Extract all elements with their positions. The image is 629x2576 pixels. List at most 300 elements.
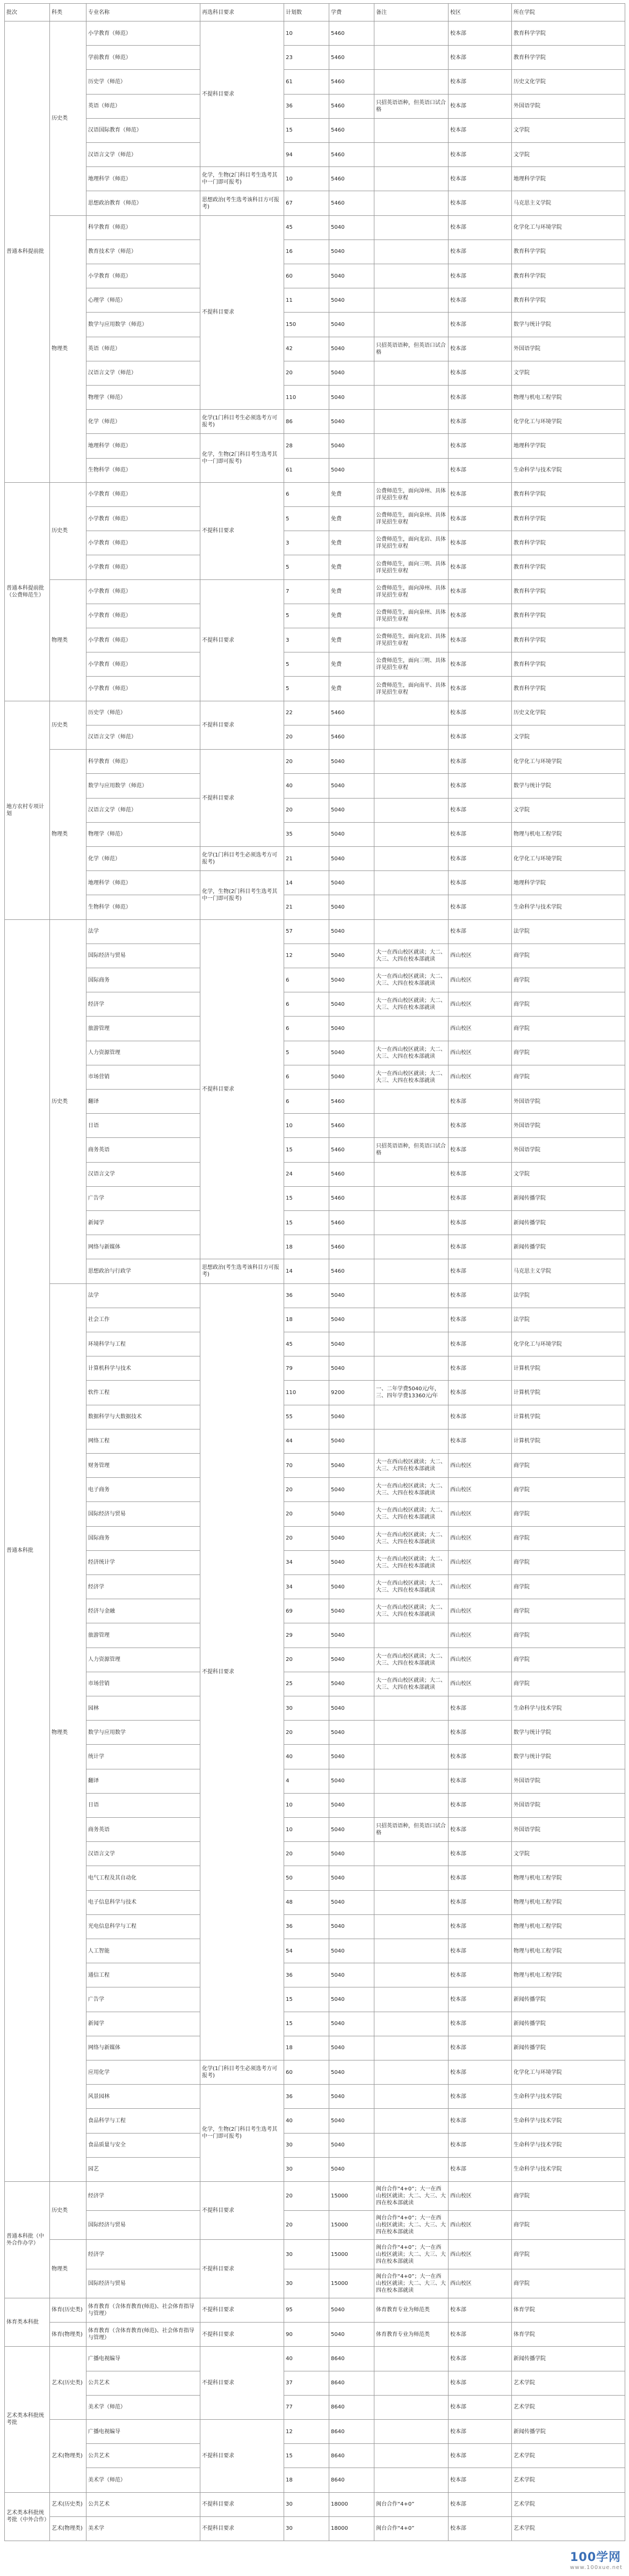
major-cell: 汉语言文学: [86, 1842, 200, 1866]
campus-cell: 校本部: [449, 70, 512, 94]
subject-cell: 历史类: [50, 701, 86, 749]
table-row: [5, 288, 625, 313]
subject-cell: 艺术(物理类): [50, 2516, 86, 2541]
batch-cell: 体育类本科批: [5, 2298, 50, 2346]
tuition-cell: 5040: [329, 1065, 374, 1089]
college-cell: 教育科学学院: [512, 555, 625, 579]
major-cell: 小学教育（师范）: [86, 482, 200, 506]
college-cell: 化学化工与环境学院: [512, 750, 625, 774]
requirement-cell: 思想政治(考生选考该科目方可报考): [200, 191, 284, 215]
tuition-cell: 5460: [329, 191, 374, 215]
requirement-cell: 不提科目要求: [200, 919, 284, 1259]
tuition-cell: 5040: [329, 313, 374, 337]
campus-cell: 校本部: [449, 1138, 512, 1162]
campus-cell: 校本部: [449, 871, 512, 895]
major-cell: 物理学（师范）: [86, 822, 200, 846]
table-row: [5, 2371, 625, 2395]
college-cell: 生命科学与技术学院: [512, 895, 625, 919]
tuition-cell: 5040: [329, 1721, 374, 1745]
major-cell: 生物科学（师范）: [86, 458, 200, 482]
requirement-cell: 不提科目要求: [200, 2182, 284, 2240]
campus-cell: 校本部: [449, 1939, 512, 1963]
campus-cell: 校本部: [449, 1308, 512, 1332]
remarks-cell: 大一在西山校区就读；大二、大三、大四在校本部就读: [374, 944, 449, 968]
major-cell: 园林: [86, 1696, 200, 1721]
major-cell: 科学教育（师范）: [86, 750, 200, 774]
table-row: [5, 1283, 625, 1308]
campus-cell: 西山校区: [449, 944, 512, 968]
campus-cell: 校本部: [449, 1890, 512, 1914]
table-row: [5, 2240, 625, 2269]
campus-cell: 校本部: [449, 652, 512, 677]
remarks-cell: [374, 118, 449, 142]
tuition-cell: 5040: [329, 1356, 374, 1381]
plan-count-cell: 5: [284, 604, 329, 628]
college-cell: 外国语学院: [512, 1793, 625, 1817]
tuition-cell: 5040: [329, 1405, 374, 1429]
remarks-cell: 大一在西山校区就读；大二、大三、大四在校本部就读: [374, 1599, 449, 1623]
tuition-cell: 8640: [329, 2468, 374, 2492]
header-college: 所在学院: [512, 4, 625, 21]
table-row: [5, 2492, 625, 2516]
college-cell: 文学院: [512, 725, 625, 749]
plan-count-cell: 5: [284, 677, 329, 701]
remarks-cell: [374, 871, 449, 895]
table-row: [5, 21, 625, 46]
major-cell: 思想政治与行政学: [86, 1259, 200, 1283]
college-cell: 生命科学与技术学院: [512, 2085, 625, 2109]
remarks-cell: 大一在西山校区就读；大二、大三、大四在校本部就读: [374, 1453, 449, 1477]
remarks-cell: [374, 1210, 449, 1235]
college-cell: 物理与机电工程学院: [512, 386, 625, 410]
remarks-cell: [374, 46, 449, 70]
table-row: [5, 871, 625, 895]
table-row: [5, 2269, 625, 2298]
remarks-cell: [374, 822, 449, 846]
table-row: [5, 264, 625, 288]
remarks-cell: [374, 1914, 449, 1939]
campus-cell: 校本部: [449, 846, 512, 870]
major-cell: 汉语言文学（师范）: [86, 798, 200, 822]
tuition-cell: 5040: [329, 288, 374, 313]
table-row: [5, 628, 625, 652]
campus-cell: 校本部: [449, 21, 512, 46]
college-cell: 商学院: [512, 968, 625, 992]
plan-count-cell: 6: [284, 1065, 329, 1089]
plan-count-cell: 48: [284, 1890, 329, 1914]
remarks-cell: [374, 288, 449, 313]
campus-cell: 校本部: [449, 264, 512, 288]
campus-cell: 西山校区: [449, 2269, 512, 2298]
tuition-cell: 5040: [329, 2298, 374, 2322]
college-cell: 体育学院: [512, 2323, 625, 2347]
major-cell: 小学教育（师范）: [86, 579, 200, 604]
plan-count-cell: 20: [284, 361, 329, 385]
major-cell: 经济与金融: [86, 1599, 200, 1623]
tuition-cell: 5040: [329, 1308, 374, 1332]
plan-count-cell: 110: [284, 386, 329, 410]
remarks-cell: [374, 264, 449, 288]
remarks-cell: [374, 2133, 449, 2157]
remarks-cell: [374, 1939, 449, 1963]
table-row: [5, 1526, 625, 1550]
plan-count-cell: 10: [284, 1818, 329, 1842]
table-row: [5, 531, 625, 555]
college-cell: 艺术学院: [512, 2444, 625, 2468]
campus-cell: 校本部: [449, 337, 512, 361]
plan-count-cell: 18: [284, 1308, 329, 1332]
plan-count-cell: 77: [284, 2395, 329, 2419]
table-row: [5, 2133, 625, 2157]
major-cell: 小学教育（师范）: [86, 677, 200, 701]
campus-cell: 校本部: [449, 1769, 512, 1793]
tuition-cell: 5040: [329, 361, 374, 385]
major-cell: 美术学: [86, 2516, 200, 2541]
tuition-cell: 5040: [329, 1769, 374, 1793]
campus-cell: 校本部: [449, 2157, 512, 2181]
plan-count-cell: 55: [284, 1405, 329, 1429]
tuition-cell: 免费: [329, 507, 374, 531]
major-cell: 国际经济与贸易: [86, 2211, 200, 2240]
tuition-cell: 5040: [329, 1283, 374, 1308]
college-cell: 教育科学学院: [512, 652, 625, 677]
table-row: [5, 410, 625, 434]
college-cell: 化学化工与环境学院: [512, 2060, 625, 2085]
campus-cell: 校本部: [449, 143, 512, 167]
tuition-cell: 5460: [329, 725, 374, 749]
campus-cell: 西山校区: [449, 992, 512, 1017]
table-row: [5, 313, 625, 337]
plan-count-cell: 30: [284, 2516, 329, 2541]
requirement-cell: 思想政治(考生选考该科目方可报考): [200, 1259, 284, 1283]
campus-cell: 西山校区: [449, 1575, 512, 1599]
remarks-cell: 闽台合作“4+0”；大一在西山校区就读；大二、大三、大四在校本部就读: [374, 2211, 449, 2240]
remarks-cell: [374, 361, 449, 385]
plan-count-cell: 5: [284, 507, 329, 531]
remarks-cell: [374, 1987, 449, 2012]
college-cell: 教育科学学院: [512, 288, 625, 313]
remarks-cell: 公费师范生，面向泉州、具体详见招生章程: [374, 604, 449, 628]
plan-count-cell: 90: [284, 2323, 329, 2347]
plan-count-cell: 45: [284, 1332, 329, 1356]
major-cell: 网络与新媒体: [86, 2036, 200, 2060]
college-cell: 教育科学学院: [512, 628, 625, 652]
table-row: [5, 2012, 625, 2036]
requirement-cell: 不提科目要求: [200, 2298, 284, 2322]
plan-count-cell: 14: [284, 871, 329, 895]
subject-cell: 体育(物理类): [50, 2323, 86, 2347]
remarks-cell: 公费师范生，面向龙岩、具体详见招生章程: [374, 628, 449, 652]
plan-count-cell: 15: [284, 1210, 329, 1235]
major-cell: 应用化学: [86, 2060, 200, 2085]
campus-cell: 校本部: [449, 215, 512, 240]
plan-count-cell: 24: [284, 1162, 329, 1186]
plan-count-cell: 15: [284, 118, 329, 142]
college-cell: 教育科学学院: [512, 677, 625, 701]
major-cell: 国际商务: [86, 968, 200, 992]
college-cell: 体育学院: [512, 2298, 625, 2322]
tuition-cell: 5040: [329, 750, 374, 774]
major-cell: 财务管理: [86, 1453, 200, 1477]
tuition-cell: 5460: [329, 143, 374, 167]
table-row: [5, 507, 625, 531]
tuition-cell: 5040: [329, 1745, 374, 1769]
major-cell: 风景园林: [86, 2085, 200, 2109]
major-cell: 历史学（师范）: [86, 701, 200, 725]
tuition-cell: 5040: [329, 1453, 374, 1477]
requirement-cell: 不提科目要求: [200, 2323, 284, 2347]
major-cell: 地理科学（师范）: [86, 167, 200, 191]
plan-count-cell: 6: [284, 482, 329, 506]
campus-cell: 西山校区: [449, 968, 512, 992]
tuition-cell: 5040: [329, 1793, 374, 1817]
major-cell: 广播电视编导: [86, 2419, 200, 2443]
remarks-cell: 体育教育专业为师范类: [374, 2298, 449, 2322]
campus-cell: 校本部: [449, 1235, 512, 1259]
major-cell: 汉语国际教育（师范）: [86, 118, 200, 142]
table-row: [5, 337, 625, 361]
table-row: [5, 167, 625, 191]
tuition-cell: 15000: [329, 2211, 374, 2240]
plan-count-cell: 20: [284, 1721, 329, 1745]
campus-cell: 校本部: [449, 458, 512, 482]
table-row: [5, 143, 625, 167]
major-cell: 小学教育（师范）: [86, 604, 200, 628]
remarks-cell: 闽台合作“4+0”；大一在西山校区就读；大二、大三、大四在校本部就读: [374, 2269, 449, 2298]
table-row: [5, 579, 625, 604]
plan-count-cell: 20: [284, 2211, 329, 2240]
major-cell: 商务英语: [86, 1818, 200, 1842]
table-row: [5, 118, 625, 142]
major-cell: 地理科学（师范）: [86, 871, 200, 895]
major-cell: 食品科学与工程: [86, 2109, 200, 2133]
college-cell: 文学院: [512, 798, 625, 822]
table-row: [5, 822, 625, 846]
campus-cell: 校本部: [449, 1405, 512, 1429]
tuition-cell: 5040: [329, 1575, 374, 1599]
college-cell: 商学院: [512, 1502, 625, 1526]
tuition-cell: 5040: [329, 2036, 374, 2060]
plan-count-cell: 95: [284, 2298, 329, 2322]
major-cell: 小学教育（师范）: [86, 628, 200, 652]
remarks-cell: [374, 919, 449, 944]
campus-cell: 西山校区: [449, 1041, 512, 1065]
plan-count-cell: 34: [284, 1575, 329, 1599]
plan-count-cell: 21: [284, 846, 329, 870]
remarks-cell: [374, 191, 449, 215]
table-row: [5, 1332, 625, 1356]
campus-cell: 校本部: [449, 2109, 512, 2133]
major-cell: 广播电视编导: [86, 2347, 200, 2371]
plan-count-cell: 5: [284, 652, 329, 677]
plan-count-cell: 6: [284, 1089, 329, 1113]
plan-count-cell: 40: [284, 2347, 329, 2371]
remarks-cell: 公费师范生，面向泉州、具体详见招生章程: [374, 507, 449, 531]
table-row: [5, 361, 625, 385]
tuition-cell: 5040: [329, 1866, 374, 1890]
table-row: [5, 1089, 625, 1113]
remarks-cell: 大一在西山校区就读；大二、大三、大四在校本部就读: [374, 1041, 449, 1065]
table-row: [5, 1745, 625, 1769]
remarks-cell: [374, 1405, 449, 1429]
tuition-cell: 5040: [329, 919, 374, 944]
remarks-cell: 公费师范生，面向漳州、具体详见招生章程: [374, 482, 449, 506]
college-cell: 文学院: [512, 118, 625, 142]
plan-count-cell: 12: [284, 2419, 329, 2443]
remarks-cell: [374, 701, 449, 725]
tuition-cell: 5460: [329, 21, 374, 46]
college-cell: 化学化工与环境学院: [512, 846, 625, 870]
campus-cell: 西山校区: [449, 1550, 512, 1574]
tuition-cell: 5040: [329, 1332, 374, 1356]
tuition-cell: 5040: [329, 1939, 374, 1963]
college-cell: 化学化工与环境学院: [512, 215, 625, 240]
table-row: [5, 1478, 625, 1502]
plan-count-cell: 35: [284, 822, 329, 846]
batch-cell: 普通本科提前批（公费师范生）: [5, 482, 50, 701]
tuition-cell: 5040: [329, 1526, 374, 1550]
campus-cell: 西山校区: [449, 1065, 512, 1089]
table-row: [5, 386, 625, 410]
plan-count-cell: 14: [284, 1259, 329, 1283]
requirement-cell: 不提科目要求: [200, 2492, 284, 2516]
major-cell: 软件工程: [86, 1381, 200, 1405]
college-cell: 商学院: [512, 1453, 625, 1477]
tuition-cell: 5040: [329, 410, 374, 434]
major-cell: 电子商务: [86, 1478, 200, 1502]
plan-count-cell: 79: [284, 1356, 329, 1381]
college-cell: 法学院: [512, 919, 625, 944]
table-row: [5, 70, 625, 94]
college-cell: 地理科学学院: [512, 434, 625, 458]
campus-cell: 校本部: [449, 2516, 512, 2541]
tuition-cell: 8640: [329, 2347, 374, 2371]
requirement-cell: 化学，生物(2门科目考生选考其中一门即可报考): [200, 2085, 284, 2182]
major-cell: 体育教育（含体育教育(师范)、社会体育指导与管理）: [86, 2323, 200, 2347]
major-cell: 学前教育（师范）: [86, 46, 200, 70]
tuition-cell: 5040: [329, 1696, 374, 1721]
plan-count-cell: 4: [284, 1769, 329, 1793]
subject-cell: 物理类: [50, 215, 86, 482]
college-cell: 计算机学院: [512, 1381, 625, 1405]
remarks-cell: 只招英语语种，但英语口试合格: [374, 94, 449, 118]
table-row: [5, 944, 625, 968]
requirement-cell: 化学(1门科目考生必须选考方可报考): [200, 846, 284, 870]
campus-cell: 西山校区: [449, 1453, 512, 1477]
tuition-cell: 8640: [329, 2444, 374, 2468]
table-row: [5, 774, 625, 798]
tuition-cell: 5040: [329, 1890, 374, 1914]
college-cell: 商学院: [512, 1575, 625, 1599]
campus-cell: 校本部: [449, 555, 512, 579]
campus-cell: 西山校区: [449, 2211, 512, 2240]
college-cell: 计算机学院: [512, 1429, 625, 1453]
campus-cell: 校本部: [449, 46, 512, 70]
major-cell: 国际经济与贸易: [86, 2269, 200, 2298]
tuition-cell: 5040: [329, 2323, 374, 2347]
tuition-cell: 5460: [329, 1114, 374, 1138]
plan-count-cell: 30: [284, 2492, 329, 2516]
table-row: [5, 1114, 625, 1138]
header-tuition: 学费: [329, 4, 374, 21]
tuition-cell: 5040: [329, 2157, 374, 2181]
requirement-cell: 不提科目要求: [200, 701, 284, 749]
table-row: [5, 2516, 625, 2541]
tuition-cell: 5460: [329, 118, 374, 142]
tuition-cell: 免费: [329, 579, 374, 604]
remarks-cell: [374, 1017, 449, 1041]
remarks-cell: [374, 1089, 449, 1113]
major-cell: 电气工程及其自动化: [86, 1866, 200, 1890]
campus-cell: 校本部: [449, 919, 512, 944]
remarks-cell: [374, 434, 449, 458]
major-cell: 经济学: [86, 2240, 200, 2269]
plan-count-cell: 54: [284, 1939, 329, 1963]
major-cell: 翻译: [86, 1089, 200, 1113]
table-row: [5, 1939, 625, 1963]
tuition-cell: 5460: [329, 1259, 374, 1283]
college-cell: 外国语学院: [512, 94, 625, 118]
college-cell: 计算机学院: [512, 1356, 625, 1381]
campus-cell: 校本部: [449, 1696, 512, 1721]
campus-cell: 校本部: [449, 118, 512, 142]
campus-cell: 校本部: [449, 2133, 512, 2157]
plan-count-cell: 70: [284, 1453, 329, 1477]
plan-count-cell: 15: [284, 2012, 329, 2036]
requirement-cell: 不提科目要求: [200, 2240, 284, 2298]
plan-count-cell: 20: [284, 2182, 329, 2211]
remarks-cell: [374, 1890, 449, 1914]
college-cell: 文学院: [512, 1842, 625, 1866]
plan-count-cell: 57: [284, 919, 329, 944]
plan-count-cell: 37: [284, 2371, 329, 2395]
campus-cell: 校本部: [449, 386, 512, 410]
table-row: [5, 555, 625, 579]
campus-cell: 校本部: [449, 1283, 512, 1308]
plan-count-cell: 20: [284, 1526, 329, 1550]
campus-cell: 校本部: [449, 2085, 512, 2109]
table-row: [5, 1818, 625, 1842]
major-cell: 市场营销: [86, 1065, 200, 1089]
remarks-cell: [374, 2036, 449, 2060]
table-row: [5, 1987, 625, 2012]
campus-cell: 校本部: [449, 1186, 512, 1210]
plan-count-cell: 29: [284, 1623, 329, 1648]
tuition-cell: 5040: [329, 846, 374, 870]
requirement-cell: 不提科目要求: [200, 2347, 284, 2420]
major-cell: 通信工程: [86, 1963, 200, 1987]
requirement-cell: 不提科目要求: [200, 2516, 284, 2541]
subject-cell: 物理类: [50, 579, 86, 701]
table-row: [5, 1356, 625, 1381]
plan-count-cell: 94: [284, 143, 329, 167]
table-body: [5, 21, 625, 2541]
plan-count-cell: 42: [284, 337, 329, 361]
major-cell: 小学教育（师范）: [86, 264, 200, 288]
college-cell: 商学院: [512, 1550, 625, 1574]
table-row: [5, 215, 625, 240]
batch-cell: 艺术类本科批统考批: [5, 2347, 50, 2492]
campus-cell: 校本部: [449, 2298, 512, 2322]
table-row: [5, 2211, 625, 2240]
table-row: [5, 94, 625, 118]
college-cell: 地理科学学院: [512, 167, 625, 191]
major-cell: 数学与应用数学: [86, 1721, 200, 1745]
plan-count-cell: 18: [284, 1235, 329, 1259]
table-row: [5, 2036, 625, 2060]
tuition-cell: 5040: [329, 1842, 374, 1866]
tuition-cell: 5040: [329, 240, 374, 264]
